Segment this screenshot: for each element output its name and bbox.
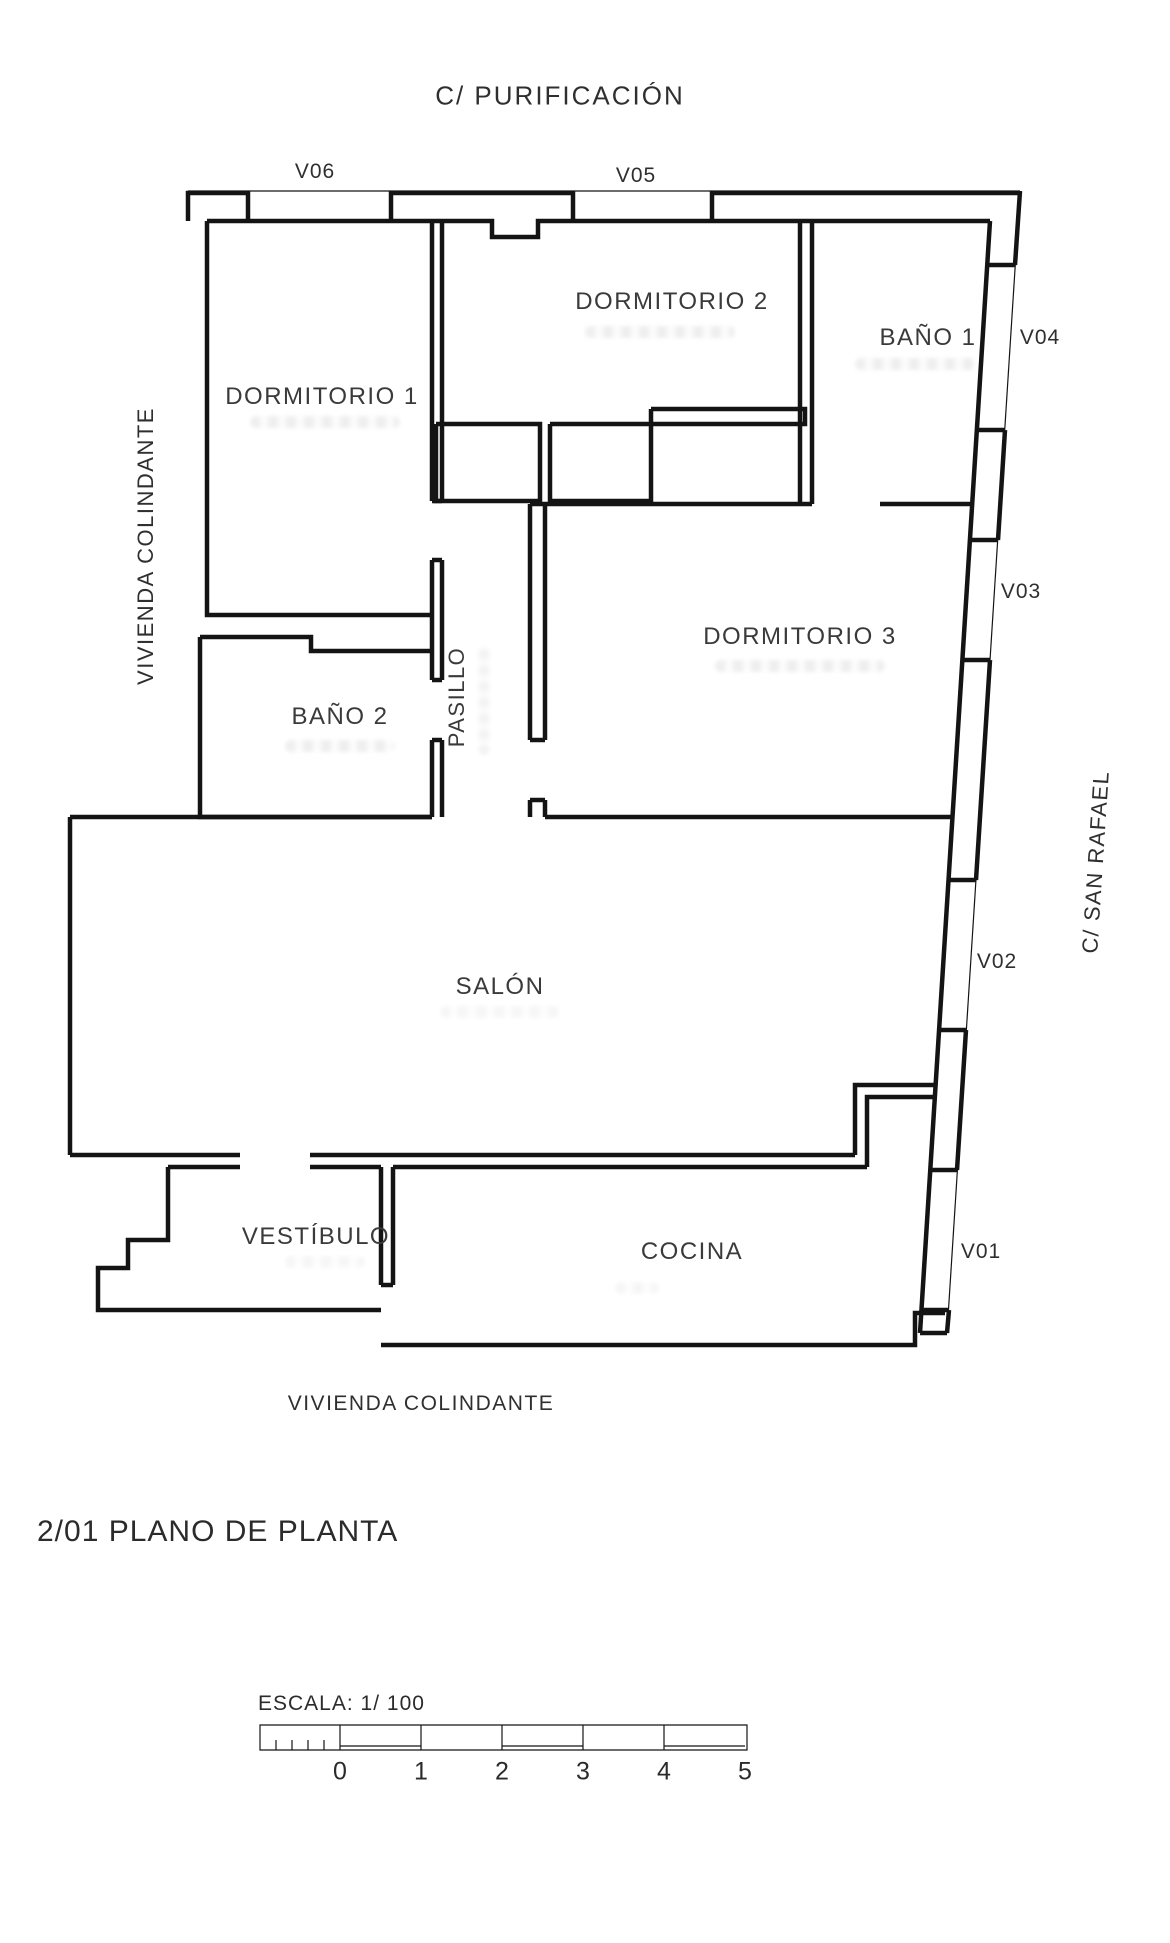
erased-area-text (855, 358, 975, 370)
scale-tick-2: 2 (495, 1757, 509, 1786)
scale-tick-4: 4 (657, 1757, 671, 1786)
adjacent-dwelling-bottom-label: VIVIENDA COLINDANTE (287, 1392, 555, 1415)
drawing-title: 2/01 PLANO DE PLANTA (37, 1515, 399, 1548)
room-label-cocina: COCINA (640, 1238, 744, 1265)
erased-area-text (440, 1006, 560, 1018)
erased-area-text (285, 740, 395, 752)
window-label-v01: V01 (960, 1240, 1002, 1263)
scale-tick-5: 5 (738, 1757, 752, 1786)
room-label-dormitorio-3: DORMITORIO 3 (703, 623, 897, 650)
street-label-san-rafael: C/ SAN RAFAEL (1077, 769, 1114, 955)
room-label-pasillo: PASILLO (444, 646, 469, 748)
scale-label: ESCALA: 1/ 100 (258, 1692, 425, 1715)
window-label-v02: V02 (976, 950, 1018, 973)
room-label-bano-2: BAÑO 2 (291, 703, 389, 730)
room-label-vestibulo: VESTÍBULO (241, 1223, 391, 1250)
scale-tick-3: 3 (576, 1757, 590, 1786)
scale-tick-1: 1 (414, 1757, 428, 1786)
erased-area-text (479, 645, 489, 755)
room-label-dormitorio-2: DORMITORIO 2 (575, 288, 769, 315)
erased-area-text (285, 1256, 365, 1268)
room-label-bano-1: BAÑO 1 (879, 324, 977, 351)
erased-area-text (585, 326, 735, 338)
erased-area-text (715, 660, 885, 672)
erased-area-text (615, 1282, 659, 1294)
erased-area-text (250, 416, 400, 428)
room-label-dormitorio-1: DORMITORIO 1 (225, 383, 419, 410)
room-label-salon: SALÓN (455, 973, 545, 1000)
scale-tick-0: 0 (333, 1757, 347, 1786)
window-label-v04: V04 (1019, 326, 1061, 349)
street-label-purificacion: C/ PURIFICACIÓN (435, 80, 685, 111)
window-label-v05: V05 (615, 164, 657, 187)
window-label-v06: V06 (294, 160, 336, 183)
adjacent-dwelling-left-label: VIVIENDA COLINDANTE (133, 407, 158, 685)
window-label-v03: V03 (1000, 580, 1042, 603)
